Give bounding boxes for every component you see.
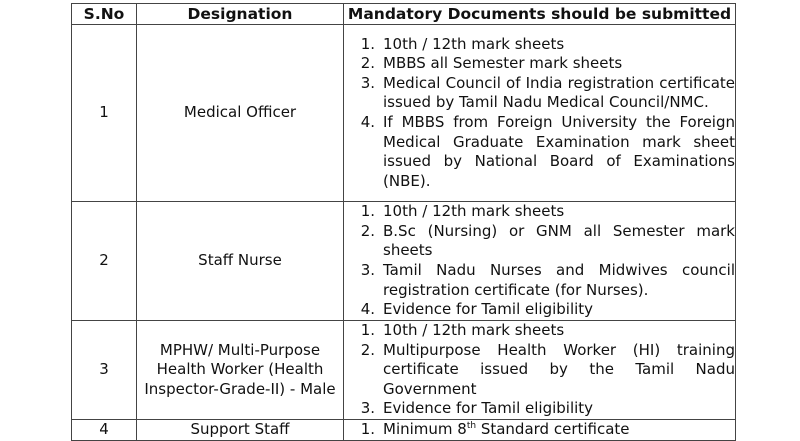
- list-item: 2. Multipurpose Health Worker (HI) training certificate issued by the Tamil Nadu Government: [360, 340, 735, 398]
- list-item: 3. Evidence for Tamil eligibility: [360, 399, 594, 418]
- sno-cell: 3: [72, 321, 137, 420]
- table-row: [72, 321, 736, 420]
- list-item: 1. 10th / 12th mark sheets: [360, 321, 565, 339]
- list-item: 1. Minimum 8th Standard certificate: [360, 420, 630, 439]
- designation-cell: MPHW/ Multi-Purpose Health Worker (Health Inspector-Grade-II) - Male: [137, 321, 344, 420]
- designation-cell: Staff Nurse: [137, 202, 344, 321]
- header-designation: Designation: [137, 4, 344, 25]
- header-documents: Mandatory Documents should be submitted: [344, 4, 736, 25]
- table-row: [72, 419, 736, 440]
- list-item: 2. B.Sc (Nursing) or GNM all Semester mark sheets: [360, 221, 735, 260]
- documents-list: [344, 202, 735, 320]
- documents-cell: [344, 321, 736, 420]
- list-item: 4. If MBBS from Foreign University the Foreign Medical Graduate Examination mark sheet issued by National Board of Examinations (NBE).: [360, 113, 735, 190]
- table-header-row: [72, 4, 736, 25]
- designation-cell: Support Staff: [137, 419, 344, 440]
- designation-cell: Medical Officer: [137, 25, 344, 202]
- list-item: 2. MBBS all Semester mark sheets: [360, 54, 623, 73]
- list-item: 3. Medical Council of India registration certificate issued by Tamil Nadu Medical Council/NMC.: [360, 73, 735, 112]
- documents-list: [344, 321, 735, 419]
- list-item: 4. Evidence for Tamil eligibility: [360, 300, 594, 319]
- list-item: 3. Tamil Nadu Nurses and Midwives council registration certificate (for Nurses).: [360, 261, 735, 299]
- table-row: [72, 202, 736, 321]
- sno-cell: 2: [72, 202, 137, 321]
- sno-cell: 1: [72, 25, 137, 202]
- header-sno: S.No: [72, 4, 137, 25]
- documents-cell: [344, 202, 736, 321]
- table-row: [72, 25, 736, 202]
- list-item: 1. 10th / 12th mark sheets: [360, 34, 565, 53]
- sno-cell: 4: [72, 419, 137, 440]
- mandatory-documents-table: [71, 3, 736, 441]
- documents-list: [344, 420, 735, 440]
- list-item: 1. 10th / 12th mark sheets: [360, 202, 565, 221]
- documents-cell: [344, 419, 736, 440]
- documents-list: [344, 35, 735, 192]
- documents-cell: [344, 25, 736, 202]
